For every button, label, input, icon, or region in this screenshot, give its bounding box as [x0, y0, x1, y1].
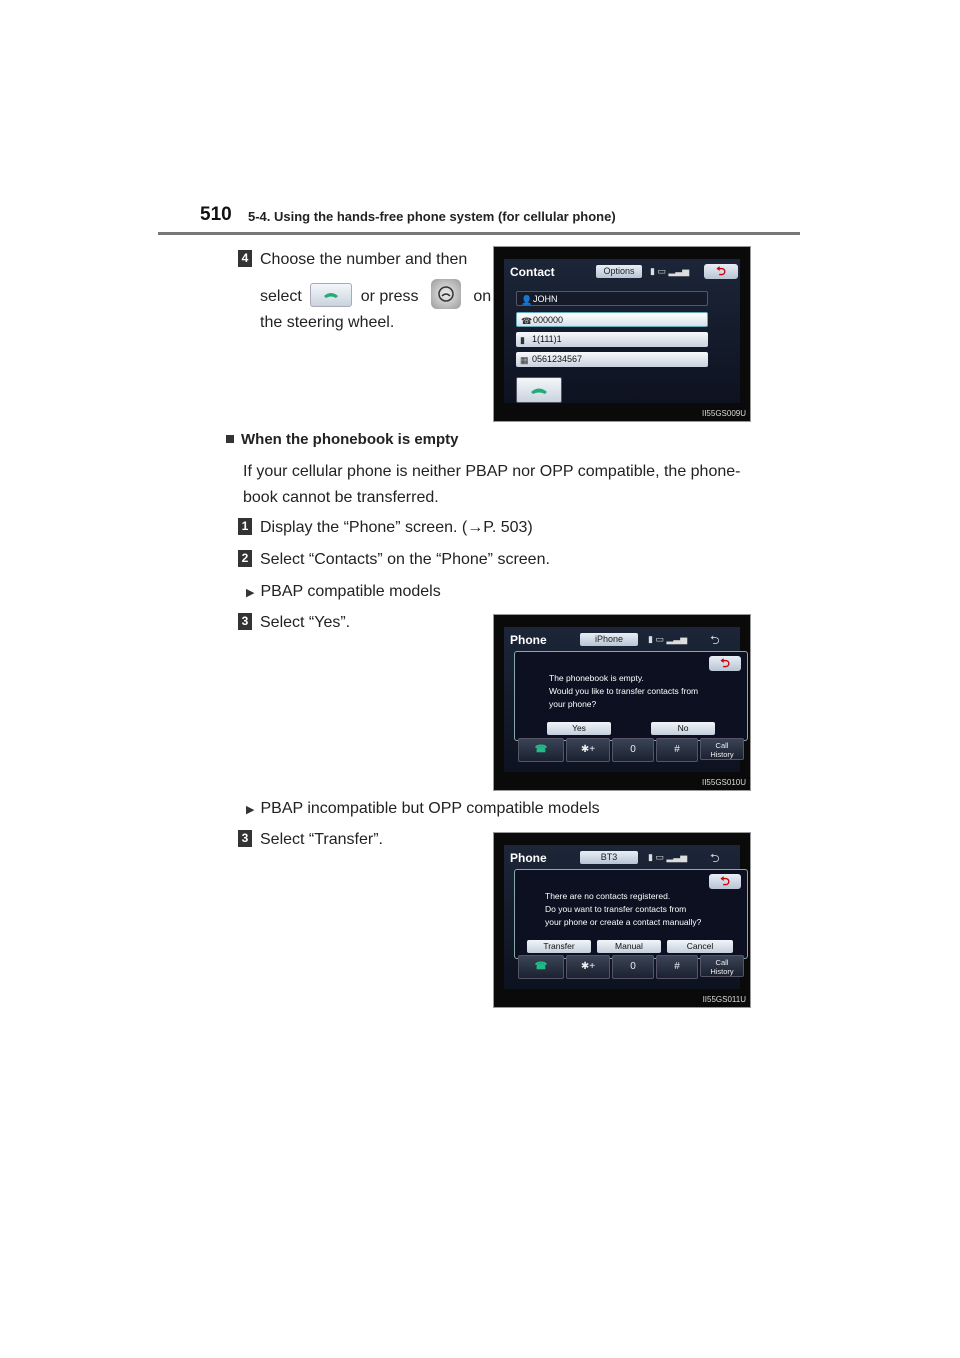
- page-number: 510: [200, 204, 232, 225]
- call-history-button[interactable]: Call History: [700, 738, 744, 760]
- empty-para-line2: book cannot be transferred.: [243, 489, 439, 506]
- phone-screen-opp-display: [504, 845, 740, 989]
- call-history-button[interactable]: Call History: [700, 955, 744, 977]
- dialog-back-button[interactable]: ⮌: [709, 656, 741, 671]
- status-icons: ▮ ▭ ▂▃▅: [650, 266, 690, 276]
- call-icon: [517, 378, 561, 402]
- step4-line3: the steering wheel.: [260, 314, 395, 331]
- dial-call-button[interactable]: [516, 377, 562, 403]
- step-badge-1: 1: [238, 518, 252, 535]
- keypad-bar: [514, 738, 746, 762]
- hash-key[interactable]: #: [656, 738, 698, 762]
- zero-key[interactable]: 0: [612, 955, 654, 979]
- contact-name-row: 👤 JOHN: [516, 291, 708, 306]
- step4-select-word: select: [260, 288, 302, 306]
- step2-text: Select “Contacts” on the “Phone” screen.: [260, 551, 550, 568]
- phone-screen-opp: [493, 832, 751, 1008]
- status-icons: ▮ ▭ ▂▃▅: [648, 634, 688, 644]
- transfer-dialog: [514, 651, 748, 741]
- yes-button[interactable]: Yes: [547, 722, 611, 735]
- call-button-icon: [310, 283, 352, 307]
- step1-text: Display the “Phone” screen. (→P. 503): [260, 519, 533, 536]
- number-row[interactable]: ▮ 1(111)1: [516, 332, 708, 347]
- phone-screen-opp-caption: II55GS011U: [702, 995, 746, 1004]
- status-icons: ▮ ▭ ▂▃▅: [648, 852, 688, 862]
- home-phone-icon: ▦: [520, 355, 529, 365]
- header-rule: [158, 232, 800, 235]
- back-arrow-icon: ⮌: [710, 633, 720, 647]
- phone-screen-pbap-display: [504, 627, 740, 772]
- work-phone-icon: ☎: [521, 316, 533, 326]
- keypad-bar: [514, 955, 746, 979]
- device-selector[interactable]: BT3: [580, 851, 638, 864]
- options-button[interactable]: Options: [596, 265, 642, 278]
- opp-label: ▶ PBAP incompatible but OPP compatible models: [246, 800, 600, 817]
- arrow-bullet-icon: ▶: [246, 587, 255, 599]
- step-badge-4: 4: [238, 250, 252, 267]
- step4-line2: [260, 282, 491, 312]
- transfer-dialog: [514, 869, 748, 959]
- steering-wheel-phone-icon: [431, 279, 461, 309]
- step3a-text: Select “Yes”.: [260, 614, 351, 631]
- call-key[interactable]: ☎: [518, 955, 564, 979]
- step-badge-3b: 3: [238, 830, 252, 847]
- number-row[interactable]: ☎ 000000: [516, 312, 708, 327]
- phonebook-empty-heading: When the phonebook is empty: [226, 431, 459, 448]
- phone-screen-title: Phone: [510, 633, 547, 647]
- section-square-icon: [226, 435, 234, 443]
- dialog-message: There are no contacts registered. Do you want to transfer contacts from your phone or create a contact manually?: [545, 891, 702, 927]
- transfer-button[interactable]: Transfer: [527, 940, 591, 953]
- contact-screen: [493, 246, 751, 422]
- arrow-bullet-icon: ▶: [246, 804, 255, 816]
- phone-screen-title: Phone: [510, 851, 547, 865]
- empty-para-line1: If your cellular phone is neither PBAP nor OPP compatible, the phone-: [243, 463, 741, 480]
- phone-screen-pbap: [493, 614, 751, 791]
- mobile-phone-icon: ▮: [520, 335, 525, 345]
- step-badge-3a: 3: [238, 613, 252, 630]
- cancel-button[interactable]: Cancel: [667, 940, 733, 953]
- dialog-message: The phonebook is empty. Would you like to transfer contacts from your phone?: [549, 673, 699, 709]
- step-badge-2: 2: [238, 550, 252, 567]
- contact-screen-display: [504, 259, 740, 403]
- hash-key[interactable]: #: [656, 955, 698, 979]
- call-key[interactable]: ☎: [518, 738, 564, 762]
- back-button[interactable]: ⮌: [704, 264, 738, 279]
- step4-line1: Choose the number and then: [260, 251, 468, 268]
- step3b-text: Select “Transfer”.: [260, 831, 383, 848]
- section-title: 5-4. Using the hands-free phone system (for cellular phone): [248, 209, 616, 224]
- back-arrow-icon: ⮌: [710, 851, 720, 865]
- manual-button[interactable]: Manual: [597, 940, 661, 953]
- device-selector[interactable]: iPhone: [580, 633, 638, 646]
- zero-key[interactable]: 0: [612, 738, 654, 762]
- dialog-back-button[interactable]: ⮌: [709, 874, 741, 889]
- no-button[interactable]: No: [651, 722, 715, 735]
- contact-screen-caption: II55GS009U: [701, 409, 746, 418]
- star-plus-key[interactable]: ✱+: [566, 955, 610, 979]
- pbap-label: ▶ PBAP compatible models: [246, 583, 441, 600]
- contact-screen-title: Contact: [510, 265, 555, 279]
- step4-on-word: on: [473, 288, 492, 306]
- person-icon: 👤: [521, 295, 533, 305]
- number-row[interactable]: ▦ 0561234567: [516, 352, 708, 367]
- star-plus-key[interactable]: ✱+: [566, 738, 610, 762]
- step4-or-press: or press: [360, 288, 419, 306]
- phone-screen-pbap-caption: II55GS010U: [701, 778, 746, 787]
